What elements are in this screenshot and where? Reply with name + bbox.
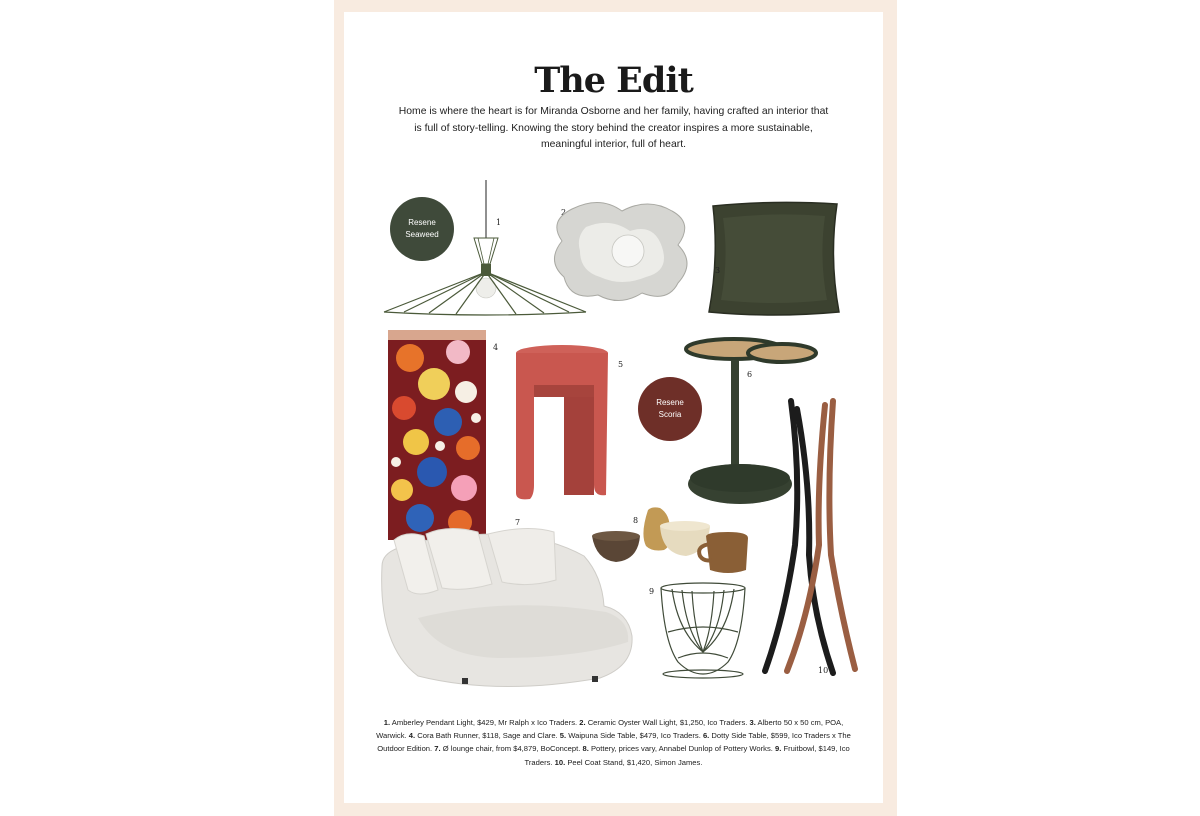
item-number-2: 2 [561,208,567,217]
item-number-4: 4 [493,343,499,352]
credit-item: 1. Amberley Pendant Light, $429, Mr Ralph x Ico Traders. [383,718,578,727]
credit-item: 4. Cora Bath Runner, $118, Sage and Clare. [408,731,558,741]
credit-item: 9. Fruitbowl, $149, Ico Traders. [524,744,850,767]
credit-item: 3. Alberto 50 x 50 cm, POA, Warwick. [376,718,844,741]
item-number-9: 9 [649,587,655,596]
item-number-6: 6 [747,370,753,379]
item-number-10: 10 [818,666,829,675]
credit-item: 10. Peel Coat Stand, $1,420, Simon James. [554,757,703,767]
fruitbowl-image [658,582,748,678]
bath-runner-image [388,330,486,540]
item-number-7: 7 [515,518,521,527]
swatch-name: Scoria [658,410,682,419]
pottery-image [588,506,760,576]
credit-item: 7. Ø lounge chair, from $4,879, BoConcept. [434,744,581,754]
magazine-page [344,12,883,803]
swatch-brand: Resene [408,218,436,227]
item-number-5: 5 [618,360,624,369]
credit-item: 6. Dotty Side Table, $599, Ico Traders x The Outdoor Edition. [377,731,851,754]
swatch-name: Seaweed [405,230,439,239]
product-credits [368,716,859,769]
credit-item: 5. Waipuna Side Table, $479, Ico Traders. [559,731,701,741]
intro-paragraph: Home is where the heart is for Miranda Osborne and her family, having crafted an interior that is full of story-telling. Knowing the story behind the creator inspires a more sustainable, meaningful interior, full of heart. [398,106,829,150]
oyster-wall-light-image [550,197,695,305]
credit-item: 2. Ceramic Oyster Wall Light, $1,250, Ico Traders. [579,718,748,727]
cushion-image [707,200,843,318]
item-number-8: 8 [633,516,639,525]
credit-item: 8. Pottery, prices vary, Annabel Dunlop of Pottery Works. [582,744,773,754]
coat-stand-image [761,395,861,677]
item-number-3: 3 [715,266,721,275]
waipuna-side-table-image [514,345,610,501]
swatch-brand: Resene [656,398,684,407]
page-title: The Edit [534,60,693,101]
item-number-1: 1 [496,218,502,227]
